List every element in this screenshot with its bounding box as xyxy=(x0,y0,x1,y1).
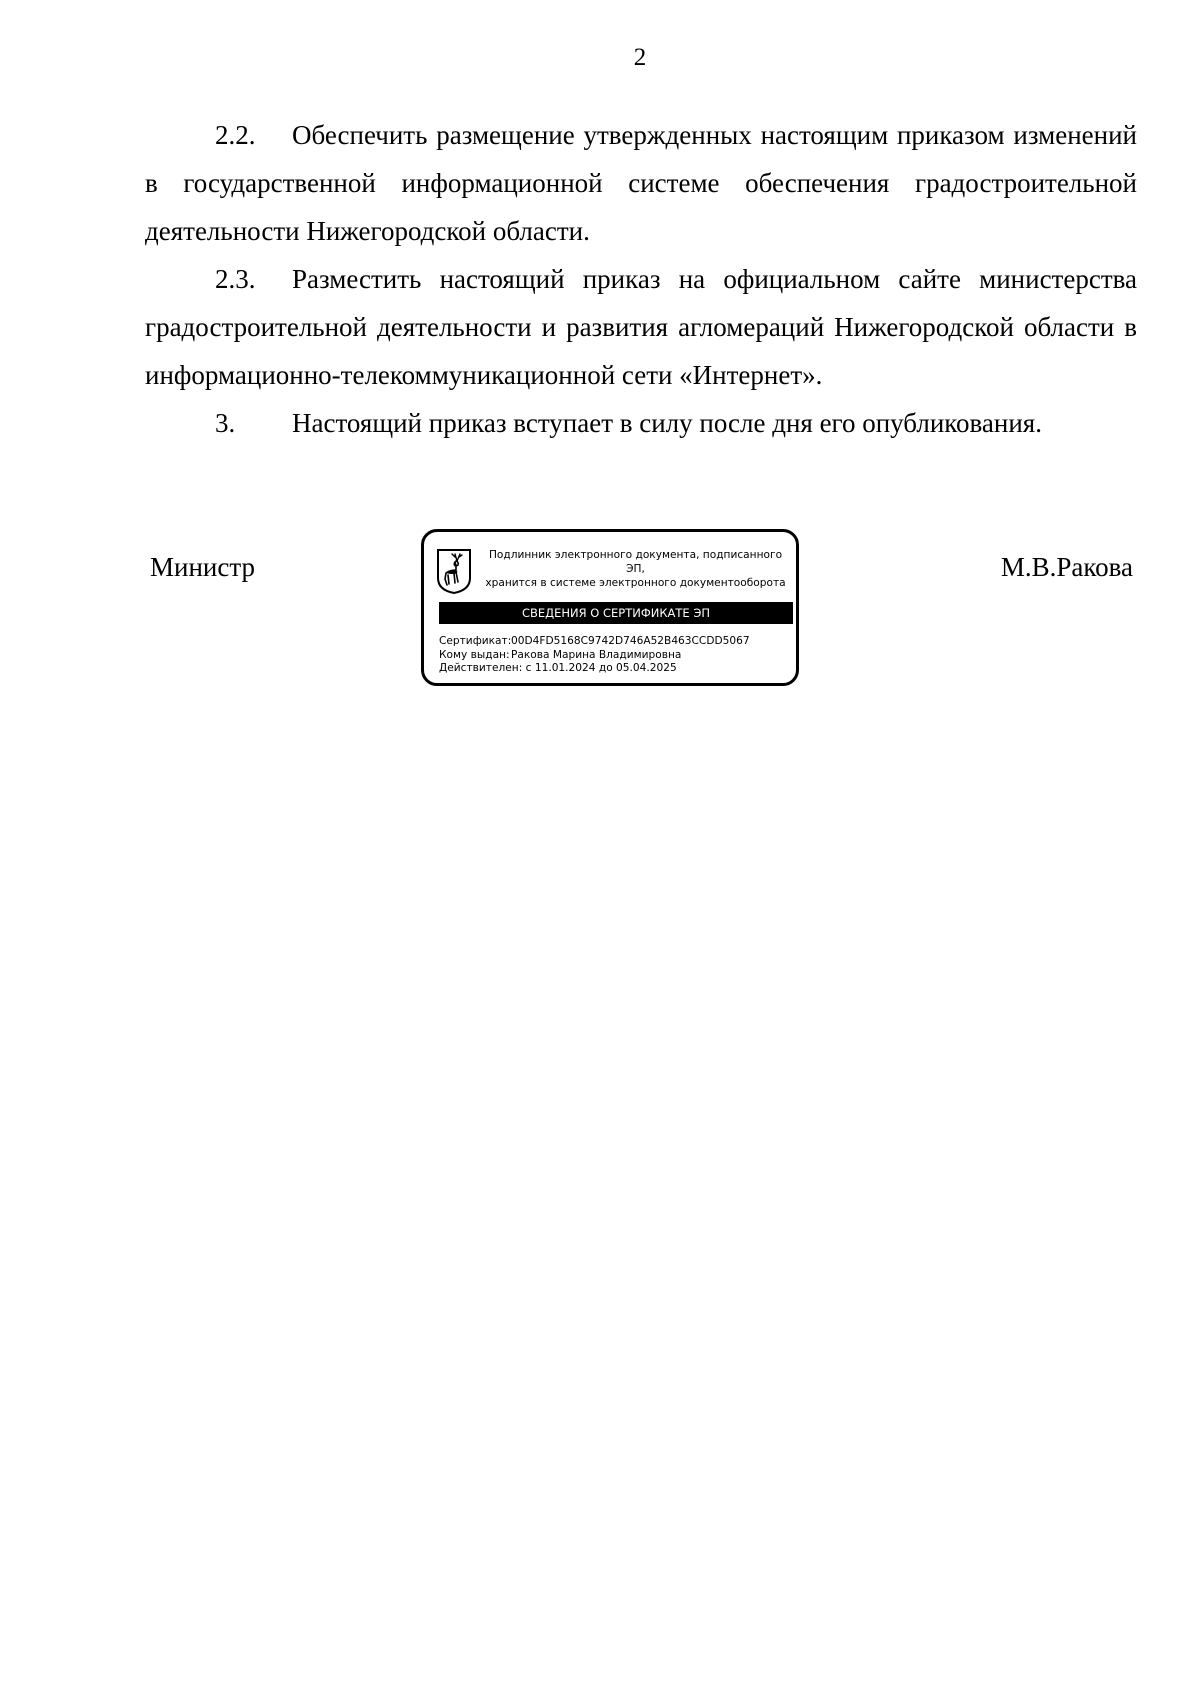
paragraph-3 xyxy=(145,399,1137,447)
certificate-row xyxy=(439,635,750,649)
certificate-label: Сертификат: xyxy=(439,635,512,647)
stamp-header-line: хранится в системе электронного документооборота xyxy=(485,577,786,589)
signer-name: М.В.Ракова xyxy=(1000,552,1133,582)
stamp-title: СВЕДЕНИЯ О СЕРТИФИКАТЕ ЭП xyxy=(439,602,793,624)
issued-to-row xyxy=(439,649,750,663)
deer-emblem-icon xyxy=(436,548,472,594)
signer-position: Министр xyxy=(150,552,255,582)
page-number: 2 xyxy=(633,44,647,71)
document-body xyxy=(145,111,1137,447)
stamp-header-line: Подлинник электронного документа, подписанного ЭП, xyxy=(488,549,783,575)
paragraph-number: 2.2. xyxy=(215,120,256,150)
validity-row xyxy=(439,662,750,676)
electronic-signature-stamp xyxy=(421,529,799,686)
paragraph-text: Обеспечить размещение утвержденных настоящим приказом изменений в государственной информационной системе обеспечения градостроительной деятельности Нижегородской области. xyxy=(145,120,1137,246)
issued-to-label: Кому выдан: xyxy=(439,648,510,661)
stamp-header xyxy=(478,548,793,590)
paragraph-2-2 xyxy=(145,111,1137,255)
certificate-value: 00D4FD5168C9742D746A52B463CCDD5067 xyxy=(511,635,750,647)
paragraph-number: 3. xyxy=(215,408,236,438)
paragraph-text: Настоящий приказ вступает в силу после дня его опубликования. xyxy=(292,408,1042,438)
paragraph-2-3 xyxy=(145,255,1137,399)
stamp-details xyxy=(439,635,750,676)
paragraph-text: Разместить настоящий приказ на официальном сайте министерства градостроительной деятельности и развития агломераций Нижегородской области в информационно-телекоммуникационной сети «Интернет». xyxy=(145,264,1137,390)
validity-value: с 11.01.2024 до 05.04.2025 xyxy=(525,662,677,674)
paragraph-number: 2.3. xyxy=(215,264,256,294)
issued-to-value: Ракова Марина Владимировна xyxy=(511,648,682,661)
validity-label: Действителен: xyxy=(439,662,523,674)
